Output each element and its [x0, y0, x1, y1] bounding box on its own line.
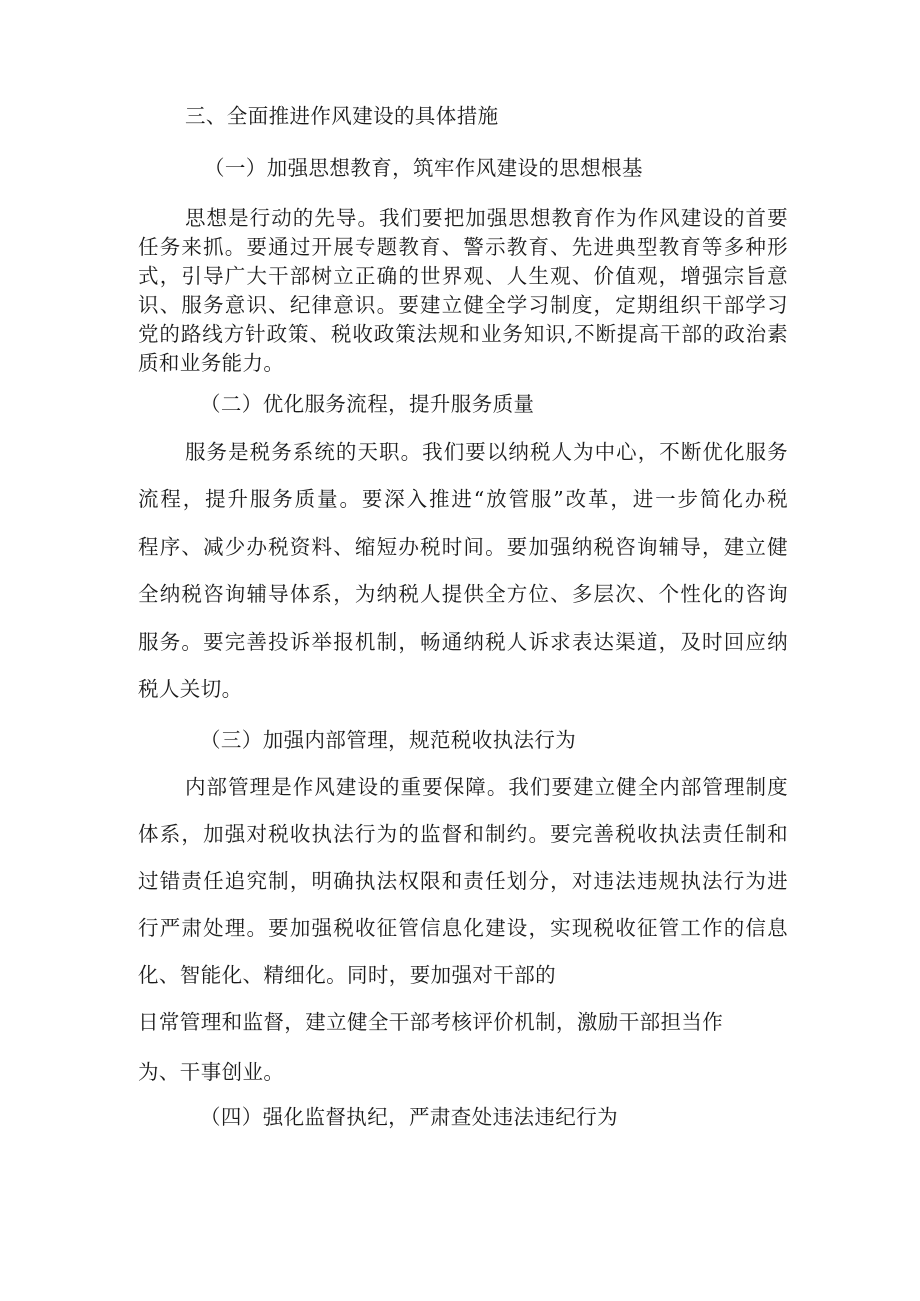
paragraph-line: 化、智能化、精细化。同时，要加强对干部的	[138, 963, 556, 987]
paragraph-line: 内部管理是作风建设的重要保障。我们要建立健全内部管理制度	[185, 775, 788, 799]
paragraph-line: 过错责任追究制，明确执法权限和责任划分，对违法违规执法行为进	[138, 869, 788, 893]
subsection-title: （三）加强内部管理，规范税收执法行为	[200, 728, 577, 752]
subsection-title: （二）优化服务流程，提升服务质量	[200, 392, 535, 416]
paragraph-line: 任务来抓。要通过开展专题教育、警示教育、先进典型教育等多种形	[138, 235, 788, 259]
paragraph-line: 税人关切。	[138, 677, 243, 701]
paragraph-line: 日常管理和监督，建立健全干部考核评价机制，激励干部担当作	[138, 1010, 724, 1034]
paragraph-line: 式，引导广大干部树立正确的世界观、人生观、价值观，增强宗旨意	[138, 264, 788, 288]
paragraph-line: 体系，加强对税收执法行为的监督和制约。要完善税收执法责任制和	[138, 822, 788, 846]
subsection-title: （四）强化监督执纪，严肃查处违法违纪行为	[200, 1105, 618, 1129]
paragraph-line: 程序、减少办税资料、缩短办税时间。要加强纳税咨询辅导，建立健	[138, 535, 788, 559]
paragraph-line: 党的路线方针政策、税收政策法规和业务知识,不断提高干部的政治素	[138, 322, 788, 346]
paragraph-line: 思想是行动的先导。我们要把加强思想教育作为作风建设的首要	[185, 206, 788, 230]
subsection-title: （一）加强思想教育，筑牢作风建设的思想根基	[204, 156, 643, 180]
paragraph-line: 全纳税咨询辅导体系，为纳税人提供全方位、多层次、个性化的咨询	[138, 582, 788, 606]
paragraph-line: 行严肃处理。要加强税收征管信息化建设，实现税收征管工作的信息	[138, 916, 788, 940]
paragraph-line: 服务是税务系统的天职。我们要以纳税人为中心，不断优化服务	[185, 440, 788, 464]
paragraph-line: 识、服务意识、纪律意识。要建立健全学习制度，定期组织干部学习	[138, 293, 788, 317]
paragraph-line: 服务。要完善投诉举报机制，畅通纳税人诉求表达渠道，及时回应纳	[138, 630, 788, 654]
paragraph-line: 流程，提升服务质量。要深入推进“放管服”改革，进一步简化办税	[138, 487, 788, 511]
paragraph-line: 质和业务能力。	[138, 351, 285, 375]
paragraph-line: 为、干事创业。	[138, 1060, 285, 1084]
section-heading: 三、全面推进作风建设的具体措施	[185, 104, 499, 128]
